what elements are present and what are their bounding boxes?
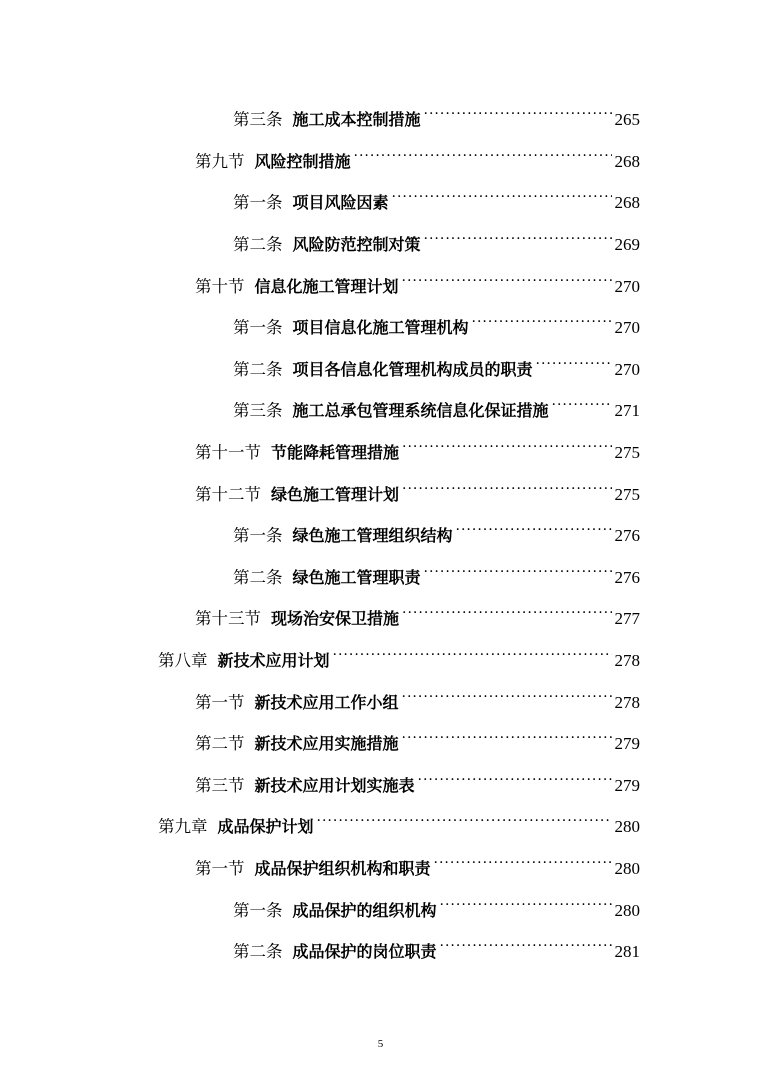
toc-entry-title: 施工成本控制措施 (292, 110, 421, 129)
toc-entry-title: 风险防范控制对策 (292, 235, 421, 254)
toc-entry-page: 270 (614, 360, 640, 379)
toc-entry-title: 施工总承包管理系统信息化保证措施 (292, 401, 549, 420)
toc-entry-title: 绿色施工管理组织结构 (292, 526, 453, 545)
toc-entry-page: 270 (614, 277, 640, 296)
toc-entry-title: 节能降耗管理措施 (271, 443, 400, 462)
toc-leader-dots (402, 470, 611, 500)
toc-leader-dots (424, 220, 612, 250)
toc-entry[interactable] (195, 761, 640, 795)
toc-entry-page: 279 (614, 734, 640, 753)
toc-entry-number: 第八章 (158, 651, 208, 670)
toc-entry-number: 第十节 (195, 277, 245, 296)
toc-entry-title: 成品保护的岗位职责 (292, 942, 437, 961)
toc-entry-page: 278 (614, 651, 640, 670)
toc-entry-page: 265 (614, 110, 640, 129)
toc-leader-dots (402, 428, 611, 458)
toc-entry-page: 281 (614, 942, 640, 961)
toc-entry-number: 第九章 (158, 817, 208, 836)
toc-entry[interactable] (195, 594, 640, 628)
toc-leader-dots (434, 844, 612, 874)
toc-entry[interactable] (233, 553, 640, 587)
toc-entry-page: 275 (614, 443, 640, 462)
toc-entry-number: 第一条 (233, 318, 283, 337)
toc-leader-dots (402, 719, 612, 749)
toc-entry-number: 第一条 (233, 526, 283, 545)
toc-entry-page: 276 (614, 526, 640, 545)
toc-entry-title: 新技术应用实施措施 (254, 734, 399, 753)
toc-entry-page: 278 (614, 693, 640, 712)
toc-leader-dots (472, 303, 612, 333)
toc-entry-number: 第十二节 (195, 485, 261, 504)
toc-leader-dots (392, 178, 612, 208)
toc-entry-number: 第一条 (233, 901, 283, 920)
toc-entry-number: 第十三节 (195, 609, 261, 628)
toc-entry-title: 绿色施工管理计划 (271, 485, 400, 504)
toc-leader-dots (440, 886, 612, 916)
toc-entry-title: 新技术应用计划实施表 (254, 776, 415, 795)
toc-leader-dots (402, 262, 612, 292)
toc-entry-page: 280 (614, 901, 640, 920)
toc-entry[interactable] (195, 844, 640, 878)
toc-entry-page: 269 (614, 235, 640, 254)
toc-entry[interactable] (158, 802, 640, 836)
toc-entry-number: 第十一节 (195, 443, 261, 462)
toc-entry-title: 风险控制措施 (254, 152, 351, 171)
toc-entry-page: 268 (614, 193, 640, 212)
toc-entry-page: 275 (614, 485, 640, 504)
toc-entry[interactable] (195, 719, 640, 753)
toc-entry[interactable] (233, 178, 640, 212)
toc-entry-title: 成品保护的组织机构 (292, 901, 437, 920)
toc-entry-page: 276 (614, 568, 640, 587)
toc-entry[interactable] (195, 470, 640, 504)
toc-entry-number: 第三条 (233, 401, 283, 420)
page-number: 5 (377, 1038, 384, 1050)
toc-entry-title: 成品保护计划 (217, 817, 314, 836)
toc-entry-number: 第一条 (233, 193, 283, 212)
toc-leader-dots (402, 594, 611, 624)
toc-entry-page: 280 (614, 859, 640, 878)
toc-entry[interactable] (233, 95, 640, 129)
toc-leader-dots (536, 345, 612, 375)
toc-entry[interactable] (233, 886, 640, 920)
toc-entry-title: 新技术应用工作小组 (254, 693, 399, 712)
toc-leader-dots (424, 553, 612, 583)
toc-entry[interactable] (233, 511, 640, 545)
toc-leader-dots (354, 137, 612, 167)
toc-leader-dots (456, 511, 612, 541)
toc-entry-page: 277 (614, 609, 640, 628)
toc-entry-number: 第二条 (233, 360, 283, 379)
toc-entry-number: 第三条 (233, 110, 283, 129)
toc-entry-number: 第九节 (195, 152, 245, 171)
toc-leader-dots (402, 678, 612, 708)
toc-entry-page: 279 (614, 776, 640, 795)
toc-entry[interactable] (233, 220, 640, 254)
toc-leader-dots (333, 636, 612, 666)
toc-leader-dots (418, 761, 612, 791)
toc-entry[interactable] (195, 428, 640, 462)
toc-entry[interactable] (233, 927, 640, 961)
toc-entry-title: 信息化施工管理计划 (254, 277, 399, 296)
toc-entry-number: 第一节 (195, 693, 245, 712)
toc-leader-dots (317, 802, 612, 832)
toc-entry-number: 第一节 (195, 859, 245, 878)
toc-entry-title: 成品保护组织机构和职责 (254, 859, 431, 878)
toc-entry-title: 项目各信息化管理机构成员的职责 (292, 360, 533, 379)
toc-entry-number: 第三节 (195, 776, 245, 795)
toc-leader-dots (552, 386, 612, 416)
toc-entry-title: 现场治安保卫措施 (271, 609, 400, 628)
toc-entry-page: 270 (614, 318, 640, 337)
toc-leader-dots (440, 927, 612, 957)
toc-entry[interactable] (195, 678, 640, 712)
toc-entry-number: 第二条 (233, 942, 283, 961)
toc-entry[interactable] (233, 345, 640, 379)
toc-entry[interactable] (233, 386, 640, 420)
toc-entry-number: 第二条 (233, 568, 283, 587)
toc-entry[interactable] (195, 262, 640, 296)
toc-entry[interactable] (233, 303, 640, 337)
toc-entry[interactable] (158, 636, 640, 670)
toc-entry-title: 项目风险因素 (292, 193, 389, 212)
toc-entry[interactable] (195, 137, 640, 171)
toc-entry-title: 新技术应用计划 (217, 651, 330, 670)
toc-entry-page: 271 (614, 401, 640, 420)
toc-entry-title: 项目信息化施工管理机构 (292, 318, 469, 337)
toc-entry-number: 第二条 (233, 235, 283, 254)
toc-entry-number: 第二节 (195, 734, 245, 753)
toc-entry-page: 280 (614, 817, 640, 836)
toc-entry-page: 268 (614, 152, 640, 171)
toc-leader-dots (424, 95, 612, 125)
toc-entry-title: 绿色施工管理职责 (292, 568, 421, 587)
